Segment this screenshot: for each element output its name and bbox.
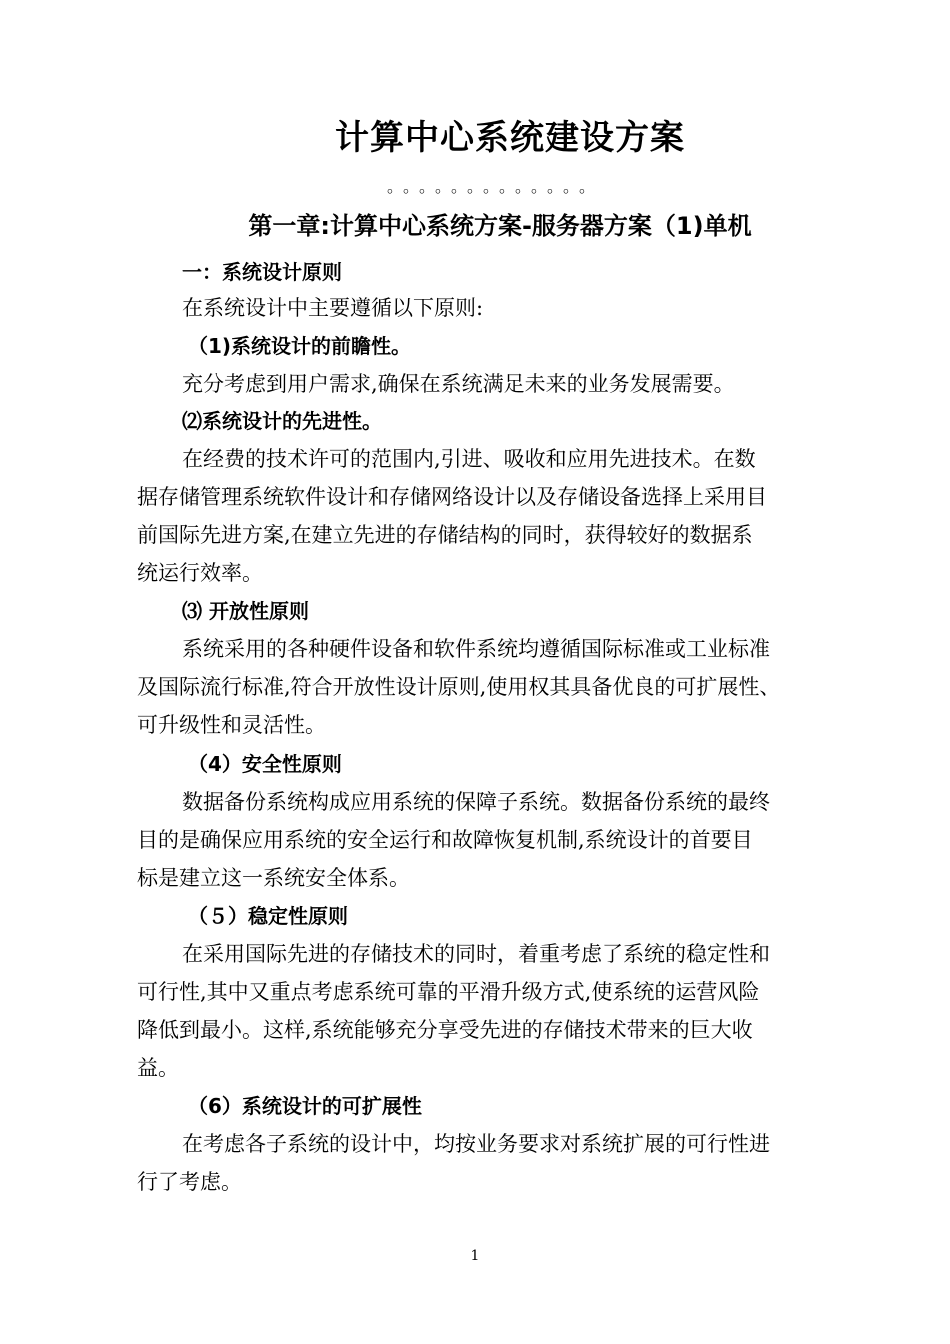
paragraph-line: 标是建立这一系统安全体系。 — [137, 866, 410, 890]
paragraph-line: 益。 — [137, 1056, 179, 1080]
principle-heading-6: （6）系统设计的可扩展性 — [188, 1094, 422, 1118]
paragraph-line: 前国际先进方案,在建立先进的存储结构的同时，获得较好的数据系 — [137, 523, 753, 547]
paragraph-line: 降低到最小。这样,系统能够充分享受先进的存储技术带来的巨大收 — [137, 1018, 753, 1042]
paragraph-line: 可升级性和灵活性。 — [137, 713, 326, 737]
paragraph-line: 系统采用的各种硬件设备和软件系统均遵循国际标准或工业标准 — [182, 637, 770, 661]
paragraph-line: 在采用国际先进的存储技术的同时，着重考虑了系统的稳定性和 — [182, 942, 770, 966]
document-title: 计算中心系统建设方案 — [335, 118, 685, 158]
paragraph-line: 可行性,其中又重点考虑系统可靠的平滑升级方式,使系统的运营风险 — [137, 980, 760, 1004]
paragraph-line: 统运行效率。 — [137, 561, 263, 585]
section-heading: 一：系统设计原则 — [182, 260, 342, 284]
principle-heading-5: （５）稳定性原则 — [188, 904, 348, 928]
intro-text: 在系统设计中主要遵循以下原则: — [182, 296, 484, 320]
principle-heading-3: ⑶ 开放性原则 — [182, 599, 309, 623]
paragraph-line: 充分考虑到用户需求,确保在系统满足未来的业务发展需要。 — [182, 372, 735, 396]
paragraph-line: 数据备份系统构成应用系统的保障子系统。数据备份系统的最终 — [182, 790, 770, 814]
principle-heading-2: ⑵系统设计的先进性。 — [182, 409, 382, 433]
principle-heading-1: （1)系统设计的前瞻性。 — [188, 334, 412, 358]
page-number: 1 — [470, 1248, 480, 1264]
paragraph-line: 在考虑各子系统的设计中，均按业务要求对系统扩展的可行性进 — [182, 1132, 770, 1156]
chapter-heading: 第一章:计算中心系统方案-服务器方案（1)单机 — [248, 212, 752, 240]
principle-heading-4: （4）安全性原则 — [188, 752, 342, 776]
paragraph-line: 行了考虑。 — [137, 1170, 242, 1194]
paragraph-line: 据存储管理系统软件设计和存储网络设计以及存储设备选择上采用目 — [137, 485, 767, 509]
paragraph-line: 目的是确保应用系统的安全运行和故障恢复机制,系统设计的首要目 — [137, 828, 753, 852]
dot-separator: 。。。。。。。。。。。。。 — [386, 177, 603, 196]
paragraph-line: 及国际流行标准,符合开放性设计原则,使用权其具备优良的可扩展性、 — [137, 675, 781, 699]
paragraph-line: 在经费的技术许可的范围内,引进、吸收和应用先进技术。在数 — [182, 447, 756, 471]
